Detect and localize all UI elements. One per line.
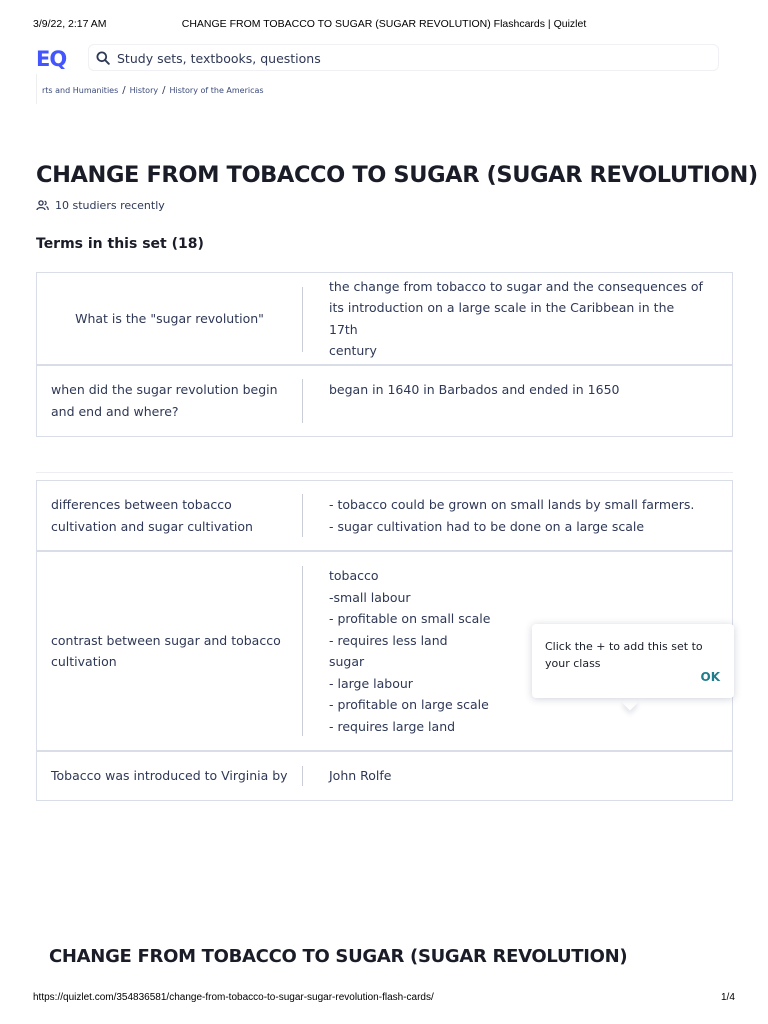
term-word: contrast between sugar and tobacco cultivation: [51, 632, 281, 669]
term-definition: the change from tobacco to sugar and the consequences of its introduction on a large scale in the Caribbean in the 17th century: [329, 278, 703, 358]
breadcrumb: [42, 85, 264, 96]
logo-text: EQ: [36, 47, 67, 71]
term-word: What is the "sugar revolution": [75, 310, 264, 326]
breadcrumb-item-history-americas[interactable]: History of the Americas: [169, 86, 264, 95]
search-icon: [96, 51, 110, 65]
term-word: when did the sugar revolution begin and end and where?: [51, 382, 278, 419]
terms-heading: Terms in this set (18): [36, 236, 204, 252]
breadcrumb-separator: /: [162, 85, 166, 96]
print-url: https://quizlet.com/354836581/change-from-tobacco-to-sugar-sugar-revolution-flash-cards/: [33, 992, 434, 1003]
term-row[interactable]: [37, 273, 732, 366]
breadcrumb-separator: /: [122, 85, 126, 96]
print-header: [0, 18, 768, 32]
breadcrumb-item-history[interactable]: History: [129, 86, 159, 95]
add-to-class-tooltip: [532, 624, 734, 698]
term-row[interactable]: [37, 752, 732, 800]
term-definition: John Rolfe: [329, 768, 392, 784]
studiers-count: [36, 199, 165, 212]
terms-list-group: [36, 272, 733, 437]
term-word: differences between tobacco cultivation and sugar cultivation: [51, 497, 253, 534]
term-definition: tobacco -small labour - profitable on small scale - requires less land sugar - large labour - profitable on large scale - requires large land: [329, 568, 491, 734]
search-bar[interactable]: [88, 44, 719, 71]
users-icon: [36, 200, 49, 211]
term-definition: began in 1640 in Barbados and ended in 1650: [329, 382, 620, 397]
print-page-number: 1/4: [721, 992, 735, 1003]
section-divider: [36, 472, 733, 473]
print-date: 3/9/22, 2:17 AM: [33, 18, 107, 30]
set-title: CHANGE FROM TOBACCO TO SUGAR (SUGAR REVOLUTION): [36, 162, 758, 188]
breadcrumb-item-arts-humanities[interactable]: rts and Humanities: [42, 86, 119, 95]
term-word: Tobacco was introduced to Virginia by: [51, 768, 288, 784]
term-row[interactable]: [37, 366, 732, 436]
print-page-title: CHANGE FROM TOBACCO TO SUGAR (SUGAR REVOLUTION) Flashcards | Quizlet: [181, 18, 587, 30]
term-row[interactable]: [37, 481, 732, 552]
term-definition: - tobacco could be grown on small lands by small farmers. - sugar cultivation had to be done on a large scale: [329, 497, 695, 534]
left-rail-divider: [36, 74, 37, 104]
tooltip-text: Click the + to add this set to your class: [545, 640, 703, 670]
studiers-text: 10 studiers recently: [55, 199, 165, 212]
tooltip-ok-button[interactable]: OK: [700, 670, 720, 684]
set-title-repeat: CHANGE FROM TOBACCO TO SUGAR (SUGAR REVOLUTION): [49, 946, 628, 967]
quizlet-logo[interactable]: [36, 44, 78, 74]
search-input[interactable]: [117, 48, 707, 68]
